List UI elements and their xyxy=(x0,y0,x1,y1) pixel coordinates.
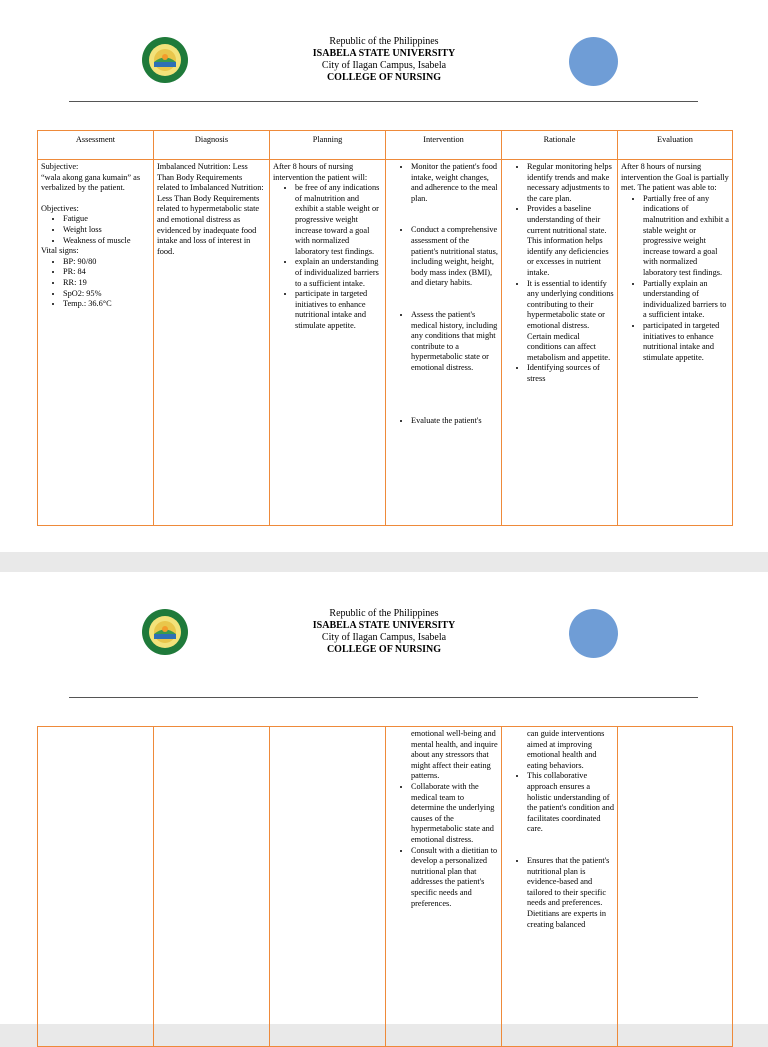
column-header-rationale: Rationale xyxy=(502,131,618,160)
header-college: COLLEGE OF NURSING xyxy=(326,644,442,655)
planning-intro: After 8 hours of nursing intervention the patient will: xyxy=(273,162,368,182)
column-header-assessment: Assessment xyxy=(38,131,154,160)
header-college: COLLEGE OF NURSING xyxy=(326,72,442,83)
list-item: • Partially explain an understanding of individualized barriers to a sufficient intake. xyxy=(643,279,729,321)
document-page-2 xyxy=(0,572,768,1024)
header-campus: City of Ilagan Campus, Isabela xyxy=(321,632,447,643)
objectives-list xyxy=(41,214,150,246)
list-item: • BP: 90/80 xyxy=(63,257,150,268)
subjective-label: Subjective: xyxy=(41,162,79,171)
table-row xyxy=(38,160,733,526)
nursing-care-plan-table xyxy=(37,130,733,526)
evaluation-list xyxy=(621,194,729,364)
intervention-list xyxy=(389,162,498,426)
list-item: • RR: 19 xyxy=(63,278,150,289)
page-header xyxy=(0,608,768,668)
column-header-planning: Planning xyxy=(270,131,386,160)
header-divider xyxy=(69,101,698,102)
university-seal-logo xyxy=(141,36,189,84)
objectives-label: Objectives: xyxy=(41,203,79,213)
header-republic: Republic of the Philippines xyxy=(329,608,439,619)
list-item: • explain an understanding of individualized barriers to a sufficient intake. xyxy=(295,257,382,289)
blue-circle-decoration xyxy=(569,609,618,658)
diagnosis-cell xyxy=(154,160,270,526)
diagnosis-cell xyxy=(154,727,270,1047)
vital-signs-label: Vital signs: xyxy=(41,246,79,256)
table-row xyxy=(38,727,733,1047)
page-header xyxy=(0,36,768,96)
intervention-list xyxy=(389,782,498,909)
list-item: • participate in targeted initiatives to enhance nutritional intake and stimulate appetite. xyxy=(295,289,382,331)
planning-list xyxy=(273,183,382,331)
header-republic: Republic of the Philippines xyxy=(329,36,439,47)
header-university: ISABELA STATE UNIVERSITY xyxy=(312,620,456,631)
assessment-cell xyxy=(38,727,154,1047)
vital-signs-list xyxy=(41,257,150,310)
list-item: • Ensures that the patient's nutritional plan is evidence-based and tailored to their specific needs and preferences. Dietitians are experts in creating balanced xyxy=(527,856,614,930)
rationale-cell xyxy=(502,160,618,526)
list-item: • Identifying sources of stress xyxy=(527,363,614,384)
list-item: • Partially free of any indications of malnutrition and exhibit a stable weight or progressive weight increase toward a goal with normalized laboratory test findings. xyxy=(643,194,729,279)
list-item: • This collaborative approach ensures a holistic understanding of the patient's condition and facilitates coordinated care. xyxy=(527,771,614,835)
list-item: • Provides a baseline understanding of their current nutritional state. This information helps identify any deficiencies or excesses in nutrient intake. xyxy=(527,204,614,278)
diagnosis-text: Imbalanced Nutrition: Less Than Body Requirements related to Imbalanced Nutrition: Less Than Body Requirements related to hypermetabolic state and emotional distress as evidenced by inadequate food intake and loss of interest in food. xyxy=(157,162,264,256)
planning-cell xyxy=(270,727,386,1047)
rationale-continued-text: can guide interventions aimed at improving emotional health and eating behaviors. xyxy=(527,729,605,770)
evaluation-intro: After 8 hours of nursing intervention the Goal is partially met. The patient was able to: xyxy=(621,162,729,193)
blue-circle-decoration xyxy=(569,37,618,86)
list-item: • Conduct a comprehensive assessment of the patient's nutritional status, including weight, height, body mass index (BMI), and dietary habits. xyxy=(411,225,498,289)
nursing-care-plan-table-continued xyxy=(37,726,733,1047)
intervention-cell xyxy=(386,727,502,1047)
header-text xyxy=(234,36,534,84)
header-divider xyxy=(69,697,698,698)
intervention-cell xyxy=(386,160,502,526)
intervention-continued-text: emotional well-being and mental health, and inquire about any stressors that might affect their eating patterns. xyxy=(411,729,498,781)
evaluation-cell xyxy=(618,727,733,1047)
list-item: • It is essential to identify any underlying conditions contributing to their hypermetabolic state or emotional distress. Certain medical conditions can affect metabolism and appetite. xyxy=(527,279,614,364)
table-header-row xyxy=(38,131,733,160)
header-text xyxy=(234,608,534,656)
list-item: • Weakness of muscle xyxy=(63,236,150,247)
header-campus: City of Ilagan Campus, Isabela xyxy=(321,60,447,71)
evaluation-cell xyxy=(618,160,733,526)
rationale-list xyxy=(505,162,614,384)
assessment-cell xyxy=(38,160,154,526)
column-header-diagnosis: Diagnosis xyxy=(154,131,270,160)
rationale-list xyxy=(505,771,614,930)
rationale-cell xyxy=(502,727,618,1047)
list-item: • PR: 84 xyxy=(63,267,150,278)
planning-cell xyxy=(270,160,386,526)
list-item: • be free of any indications of malnutrition and exhibit a stable weight or progressive weight increase toward a goal with normalized laboratory test findings. xyxy=(295,183,382,257)
column-header-evaluation: Evaluation xyxy=(618,131,733,160)
list-item: • Monitor the patient's food intake, weight changes, and adherence to the meal plan. xyxy=(411,162,498,204)
list-item: • Temp.: 36.6°C xyxy=(63,299,150,310)
header-university: ISABELA STATE UNIVERSITY xyxy=(312,48,456,59)
list-item: • Assess the patient's medical history, including any conditions that might contribute to a hypermetabolic state or emotional distress. xyxy=(411,310,498,374)
university-seal-logo xyxy=(141,608,189,656)
list-item: • Weight loss xyxy=(63,225,150,236)
column-header-intervention: Intervention xyxy=(386,131,502,160)
subjective-text: “wala akong gana kumain” as verbalized by the patient. xyxy=(41,172,141,193)
list-item: • Fatigue xyxy=(63,214,150,225)
list-item: • participated in targeted initiatives to enhance nutritional intake and stimulate appetite. xyxy=(643,321,729,363)
list-item: • SpO2: 95% xyxy=(63,289,150,300)
list-item: • Consult with a dietitian to develop a personalized nutritional plan that addresses the patient's specific needs and preferences. xyxy=(411,846,498,910)
list-item: • Collaborate with the medical team to determine the underlying causes of the hypermetabolic state and emotional distress. xyxy=(411,782,498,846)
list-item: • Evaluate the patient's xyxy=(411,416,498,427)
list-item: • Regular monitoring helps identify trends and make necessary adjustments to the care plan. xyxy=(527,162,614,204)
